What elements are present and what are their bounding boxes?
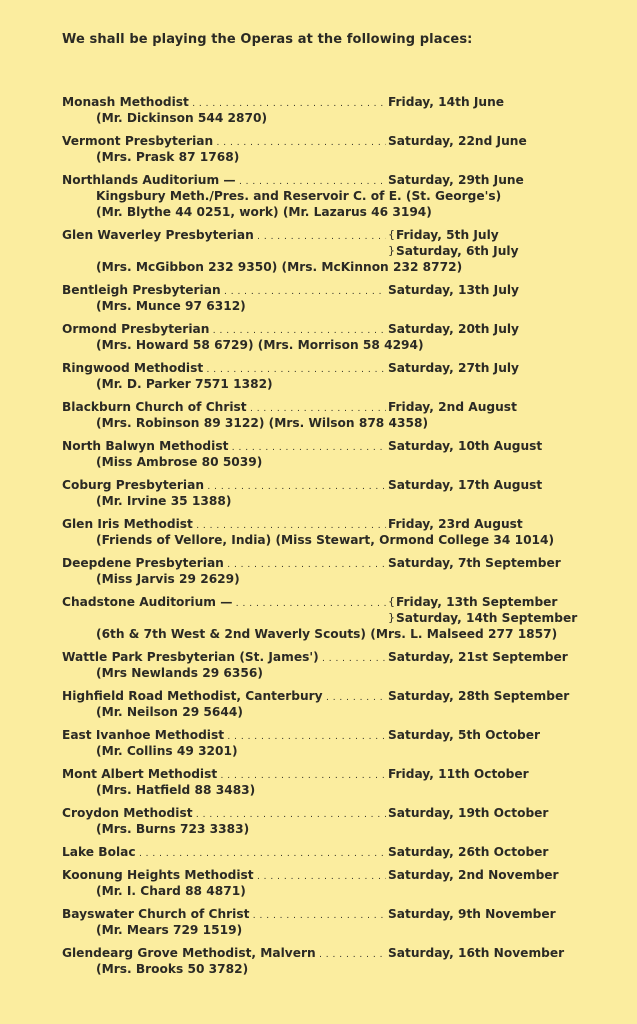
- venue-name: Highfield Road Methodist, Canterbury . . .: [62, 688, 386, 706]
- venue-entry: [62, 867, 582, 899]
- venue-date: Friday, 2nd August: [388, 400, 517, 414]
- venue-entry: [62, 906, 582, 938]
- venue-name: Northlands Auditorium — . . .: [62, 172, 386, 190]
- venue-contact: (Miss Ambrose 80 5039): [96, 455, 263, 469]
- venue-date: Saturday, 13th July: [388, 283, 519, 297]
- venue-line: [62, 438, 582, 454]
- venue-contact: (Mr. Blythe 44 0251, work) (Mr. Lazarus 46 3194): [96, 205, 432, 219]
- venue-date: Saturday, 29th June: [388, 173, 524, 187]
- page-heading: We shall be playing the Operas at the following places:: [62, 32, 473, 47]
- venue-contact: (Mrs. Howard 58 6729) (Mrs. Morrison 58 4294): [96, 338, 424, 352]
- venue-date: Saturday, 5th October: [388, 728, 540, 742]
- venue-contact: (Mr. Irvine 35 1388): [96, 494, 232, 508]
- venue-name: East Ivanhoe Methodist . . .: [62, 727, 386, 745]
- venue-date: Saturday, 16th November: [388, 946, 565, 960]
- venue-line: [62, 227, 582, 243]
- venue-entry: [62, 945, 582, 977]
- venue-entry: [62, 399, 582, 431]
- venue-date: } Saturday, 6th July: [388, 243, 519, 260]
- venue-name: Lake Bolac . . .: [62, 844, 386, 862]
- venue-name: Coburg Presbyterian . . .: [62, 477, 386, 495]
- venue-date: Saturday, 21st September: [388, 650, 568, 664]
- venue-contact: (Mrs. Burns 723 3383): [96, 822, 250, 836]
- venue-entry: [62, 172, 582, 220]
- venue-contact: (Miss Jarvis 29 2629): [96, 572, 240, 586]
- venue-name: Chadstone Auditorium — . . .: [62, 594, 386, 612]
- venue-entry: [62, 360, 582, 392]
- venue-contact: (Mr. Mears 729 1519): [96, 923, 243, 937]
- venue-line: [62, 94, 582, 110]
- venue-name: Glen Iris Methodist . . .: [62, 516, 386, 534]
- venue-name: Ormond Presbyterian . . .: [62, 321, 386, 339]
- venue-contact: (Mr. I. Chard 88 4871): [96, 884, 246, 898]
- venue-date: Friday, 23rd August: [388, 517, 523, 531]
- venue-line: [62, 867, 582, 883]
- venue-line: [62, 945, 582, 961]
- venue-line: [62, 727, 582, 743]
- venue-extra-date-line: [62, 243, 582, 259]
- venue-name: Ringwood Methodist . . .: [62, 360, 386, 378]
- venue-entry: [62, 516, 582, 548]
- venue-line: [62, 399, 582, 415]
- venue-contact: Kingsbury Meth./Pres. and Reservoir C. of E. (St. George's): [96, 189, 502, 203]
- venue-line: [62, 766, 582, 782]
- venue-line: [62, 516, 582, 532]
- venue-contact: (Mr. Neilson 29 5644): [96, 705, 243, 719]
- venue-date: Saturday, 26th October: [388, 845, 549, 859]
- venue-name: Wattle Park Presbyterian (St. James') . . .: [62, 649, 386, 667]
- venue-contact: (Mr. Dickinson 544 2870): [96, 111, 268, 125]
- venue-name: Vermont Presbyterian . . .: [62, 133, 386, 151]
- venue-entry: [62, 477, 582, 509]
- venue-name: Monash Methodist . . .: [62, 94, 386, 112]
- venue-entry: [62, 844, 582, 860]
- venue-date: } Saturday, 14th September: [388, 610, 577, 627]
- venue-line: [62, 649, 582, 665]
- venue-entry: [62, 555, 582, 587]
- venue-date: { Friday, 13th September: [388, 594, 557, 611]
- venue-name: Deepdene Presbyterian . . .: [62, 555, 386, 573]
- venue-name: Glen Waverley Presbyterian . . .: [62, 227, 386, 245]
- venue-entry: [62, 727, 582, 759]
- venue-line: [62, 844, 582, 860]
- venue-date: Saturday, 19th October: [388, 806, 549, 820]
- venue-contact: (Mrs. Brooks 50 3782): [96, 962, 249, 976]
- venue-list: [62, 94, 582, 984]
- venue-line: [62, 477, 582, 493]
- venue-name: Bayswater Church of Christ . . .: [62, 906, 386, 924]
- venue-contact: (Friends of Vellore, India) (Miss Stewart, Ormond College 34 1014): [96, 533, 555, 547]
- venue-contact: (Mr. D. Parker 7571 1382): [96, 377, 273, 391]
- venue-contact: (Mrs. Prask 87 1768): [96, 150, 240, 164]
- venue-date: Saturday, 17th August: [388, 478, 543, 492]
- venue-line: [62, 594, 582, 610]
- venue-name: North Balwyn Methodist . . .: [62, 438, 386, 456]
- venue-contact: (Mrs. Hatfield 88 3483): [96, 783, 256, 797]
- venue-line: [62, 282, 582, 298]
- venue-entry: [62, 321, 582, 353]
- venue-line: [62, 805, 582, 821]
- venue-date: Saturday, 22nd June: [388, 134, 527, 148]
- venue-entry: [62, 594, 582, 642]
- venue-contact: (Mrs. Robinson 89 3122) (Mrs. Wilson 878 4358): [96, 416, 429, 430]
- venue-contact: (Mrs. McGibbon 232 9350) (Mrs. McKinnon 232 8772): [96, 260, 463, 274]
- venue-line: [62, 360, 582, 376]
- venue-date: Saturday, 20th July: [388, 322, 519, 336]
- venue-entry: [62, 133, 582, 165]
- venue-name: Glendearg Grove Methodist, Malvern . . .: [62, 945, 386, 963]
- venue-entry: [62, 805, 582, 837]
- venue-entry: [62, 227, 582, 275]
- venue-entry: [62, 649, 582, 681]
- venue-line: [62, 172, 582, 188]
- venue-contact: (Mr. Collins 49 3201): [96, 744, 238, 758]
- venue-contact: (6th & 7th West & 2nd Waverly Scouts) (Mrs. L. Malseed 277 1857): [96, 627, 558, 641]
- venue-entry: [62, 688, 582, 720]
- venue-name: Mont Albert Methodist . . .: [62, 766, 386, 784]
- venue-entry: [62, 94, 582, 126]
- venue-contact: (Mrs. Munce 97 6312): [96, 299, 246, 313]
- venue-contact: (Mrs Newlands 29 6356): [96, 666, 263, 680]
- venue-date: Friday, 11th October: [388, 767, 529, 781]
- venue-date: Saturday, 7th September: [388, 556, 561, 570]
- venue-date: Saturday, 10th August: [388, 439, 543, 453]
- venue-line: [62, 133, 582, 149]
- venue-date: { Friday, 5th July: [388, 227, 499, 244]
- venue-date: Saturday, 9th November: [388, 907, 556, 921]
- venue-date: Saturday, 27th July: [388, 361, 519, 375]
- venue-entry: [62, 282, 582, 314]
- venue-name: Blackburn Church of Christ . . .: [62, 399, 386, 417]
- venue-name: Croydon Methodist . . .: [62, 805, 386, 823]
- venue-date: Friday, 14th June: [388, 95, 505, 109]
- venue-line: [62, 906, 582, 922]
- venue-entry: [62, 766, 582, 798]
- venue-entry: [62, 438, 582, 470]
- venue-line: [62, 688, 582, 704]
- venue-extra-date-line: [62, 610, 582, 626]
- venue-date: Saturday, 28th September: [388, 689, 570, 703]
- venue-name: Bentleigh Presbyterian . . .: [62, 282, 386, 300]
- venue-name: Koonung Heights Methodist . . .: [62, 867, 386, 885]
- venue-line: [62, 555, 582, 571]
- venue-line: [62, 321, 582, 337]
- venue-date: Saturday, 2nd November: [388, 868, 559, 882]
